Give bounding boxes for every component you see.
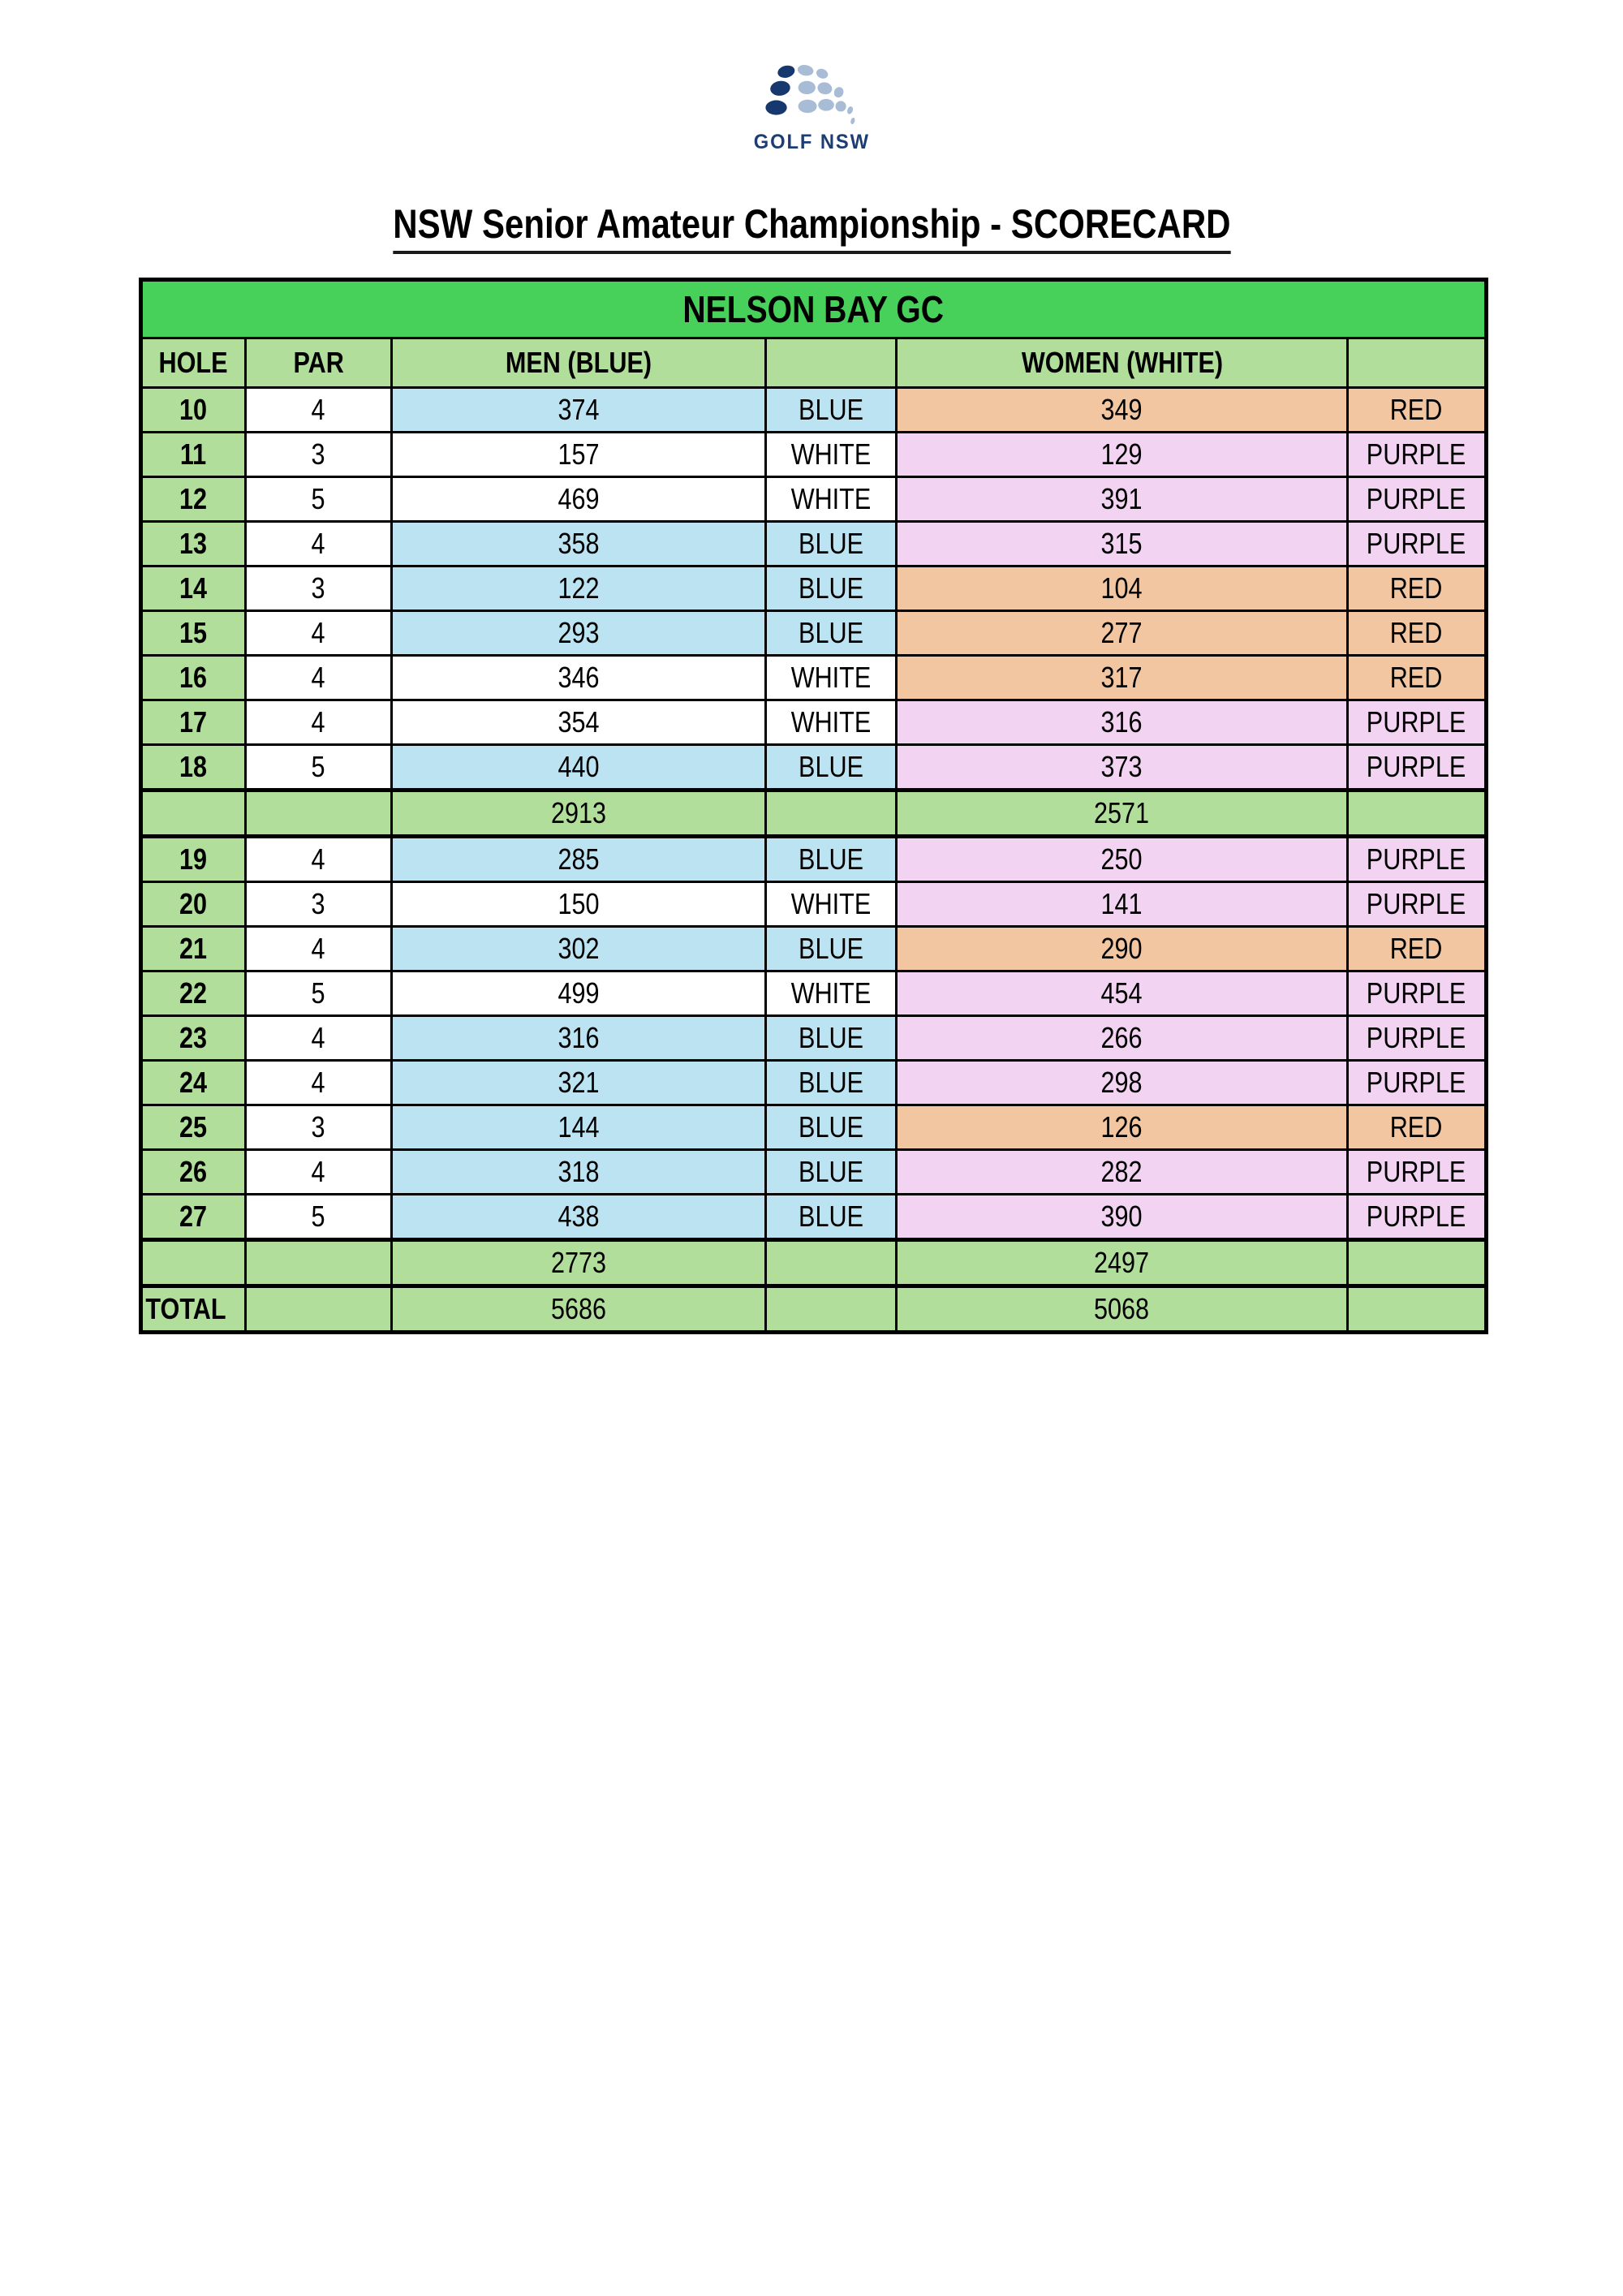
scorecard-body bbox=[141, 388, 1487, 1333]
subtotal-men-distance-cell-text: 2913 bbox=[550, 796, 607, 829]
table-row-hole-20 bbox=[141, 882, 1487, 927]
women-tee-cell-text: RED bbox=[1390, 616, 1443, 649]
women-tee-cell-text: RED bbox=[1390, 932, 1443, 965]
men-tee-cell bbox=[766, 1150, 897, 1195]
women-distance-cell-text: 298 bbox=[1100, 1066, 1143, 1099]
women-distance-cell bbox=[897, 1061, 1348, 1105]
men-distance-cell bbox=[392, 477, 766, 522]
table-row-hole-18 bbox=[141, 745, 1487, 790]
table-row-hole-25 bbox=[141, 1105, 1487, 1150]
table-row-hole-23 bbox=[141, 1016, 1487, 1061]
women-distance-cell-text: 373 bbox=[1100, 750, 1143, 783]
page-title bbox=[0, 201, 1623, 254]
subtotal-par-cell bbox=[246, 790, 392, 837]
women-tee-cell-text: PURPLE bbox=[1367, 1021, 1466, 1054]
women-distance-cell-text: 290 bbox=[1100, 932, 1143, 965]
women-distance-cell bbox=[897, 477, 1348, 522]
par-cell bbox=[246, 837, 392, 882]
col-header-women-tee bbox=[1348, 338, 1487, 388]
par-cell bbox=[246, 700, 392, 745]
women-tee-cell-text: PURPLE bbox=[1367, 705, 1466, 739]
men-tee-cell bbox=[766, 433, 897, 477]
women-tee-cell bbox=[1348, 566, 1487, 611]
men-tee-cell bbox=[766, 522, 897, 566]
scorecard-table bbox=[139, 278, 1488, 1334]
men-tee-cell bbox=[766, 971, 897, 1016]
women-tee-cell bbox=[1348, 433, 1487, 477]
women-distance-cell bbox=[897, 656, 1348, 700]
table-row-hole-13 bbox=[141, 522, 1487, 566]
men-distance-cell-text: 285 bbox=[558, 842, 600, 876]
women-distance-cell bbox=[897, 927, 1348, 971]
men-tee-cell-text: BLUE bbox=[799, 393, 863, 426]
table-row-subtotal bbox=[141, 790, 1487, 837]
men-distance-cell-text: 374 bbox=[558, 393, 600, 426]
hole-number-cell-text: 10 bbox=[179, 393, 208, 426]
women-tee-cell bbox=[1348, 388, 1487, 433]
table-row-hole-24 bbox=[141, 1061, 1487, 1105]
men-tee-cell-text: BLUE bbox=[799, 1021, 863, 1054]
par-cell-text: 4 bbox=[311, 1066, 326, 1099]
women-distance-cell-text: 104 bbox=[1100, 571, 1143, 605]
men-distance-cell bbox=[392, 1016, 766, 1061]
hole-number-cell-text: 17 bbox=[179, 705, 208, 739]
subtotal-women-tee-cell bbox=[1348, 1240, 1487, 1286]
par-cell-text: 4 bbox=[311, 1021, 326, 1054]
men-tee-cell-text: WHITE bbox=[790, 661, 872, 694]
hole-number-cell bbox=[141, 1016, 246, 1061]
table-row-hole-11 bbox=[141, 433, 1487, 477]
total-par-cell bbox=[246, 1286, 392, 1333]
women-distance-cell-text: 129 bbox=[1100, 437, 1143, 471]
men-distance-cell-text: 293 bbox=[558, 616, 600, 649]
subtotal-women-distance-cell bbox=[897, 1240, 1348, 1286]
subtotal-women-tee-cell bbox=[1348, 790, 1487, 837]
women-distance-cell-text: 317 bbox=[1100, 661, 1143, 694]
table-row-subtotal bbox=[141, 1240, 1487, 1286]
women-distance-cell bbox=[897, 1016, 1348, 1061]
par-cell bbox=[246, 927, 392, 971]
women-tee-cell bbox=[1348, 837, 1487, 882]
subtotal-women-distance-cell-text: 2497 bbox=[1094, 1246, 1150, 1279]
hole-number-cell-text: 15 bbox=[179, 616, 208, 649]
men-distance-cell-text: 499 bbox=[558, 976, 600, 1010]
women-distance-cell-text: 126 bbox=[1100, 1110, 1143, 1144]
men-tee-cell-text: BLUE bbox=[799, 616, 863, 649]
men-distance-cell bbox=[392, 1061, 766, 1105]
women-tee-cell bbox=[1348, 1061, 1487, 1105]
men-distance-cell bbox=[392, 611, 766, 656]
women-distance-cell bbox=[897, 1105, 1348, 1150]
women-tee-cell bbox=[1348, 882, 1487, 927]
men-tee-cell bbox=[766, 1105, 897, 1150]
hole-number-cell-text: 22 bbox=[179, 976, 208, 1010]
women-distance-cell bbox=[897, 388, 1348, 433]
men-distance-cell bbox=[392, 433, 766, 477]
men-distance-cell bbox=[392, 971, 766, 1016]
column-header-row bbox=[141, 338, 1487, 388]
hole-number-cell-text: 12 bbox=[179, 482, 208, 515]
women-distance-cell-text: 454 bbox=[1100, 976, 1143, 1010]
women-distance-cell bbox=[897, 700, 1348, 745]
men-distance-cell bbox=[392, 656, 766, 700]
men-distance-cell-text: 469 bbox=[558, 482, 600, 515]
women-distance-cell-text: 282 bbox=[1100, 1155, 1143, 1188]
hole-number-cell-text: 13 bbox=[179, 527, 208, 560]
men-tee-cell bbox=[766, 477, 897, 522]
hole-number-cell-text: 21 bbox=[179, 932, 208, 965]
women-distance-cell-text: 315 bbox=[1100, 527, 1143, 560]
men-distance-cell bbox=[392, 1195, 766, 1240]
men-tee-cell bbox=[766, 611, 897, 656]
women-tee-cell-text: PURPLE bbox=[1367, 527, 1466, 560]
subtotal-women-distance-cell-text: 2571 bbox=[1094, 796, 1150, 829]
hole-number-cell bbox=[141, 566, 246, 611]
women-tee-cell-text: PURPLE bbox=[1367, 1155, 1466, 1188]
par-cell bbox=[246, 1061, 392, 1105]
total-women-distance-cell bbox=[897, 1286, 1348, 1333]
men-distance-cell-text: 321 bbox=[558, 1066, 600, 1099]
golf-nsw-dots-icon bbox=[747, 62, 876, 128]
men-distance-cell bbox=[392, 566, 766, 611]
hole-number-cell bbox=[141, 882, 246, 927]
page-title-text: NSW Senior Amateur Championship - SCORECARD bbox=[393, 201, 1230, 254]
men-tee-cell-text: BLUE bbox=[799, 932, 863, 965]
hole-number-cell-text: 26 bbox=[179, 1155, 208, 1188]
men-distance-cell-text: 440 bbox=[558, 750, 600, 783]
hole-number-cell bbox=[141, 1105, 246, 1150]
women-distance-cell bbox=[897, 522, 1348, 566]
women-tee-cell-text: RED bbox=[1390, 1110, 1443, 1144]
golf-nsw-logo-text: GOLF NSW bbox=[753, 131, 870, 153]
women-distance-cell bbox=[897, 1195, 1348, 1240]
women-tee-cell-text: PURPLE bbox=[1367, 976, 1466, 1010]
men-tee-cell bbox=[766, 882, 897, 927]
subtotal-men-distance-cell bbox=[392, 790, 766, 837]
men-tee-cell bbox=[766, 1061, 897, 1105]
course-name bbox=[141, 280, 1487, 338]
men-distance-cell-text: 144 bbox=[558, 1110, 600, 1144]
men-tee-cell bbox=[766, 566, 897, 611]
par-cell bbox=[246, 522, 392, 566]
hole-number-cell bbox=[141, 1195, 246, 1240]
women-distance-cell-text: 391 bbox=[1100, 482, 1143, 515]
men-tee-cell-text: BLUE bbox=[799, 1200, 863, 1233]
women-distance-cell bbox=[897, 882, 1348, 927]
par-cell bbox=[246, 566, 392, 611]
table-row-hole-26 bbox=[141, 1150, 1487, 1195]
table-row-hole-15 bbox=[141, 611, 1487, 656]
par-cell-text: 3 bbox=[311, 887, 326, 920]
women-distance-cell-text: 250 bbox=[1100, 842, 1143, 876]
men-distance-cell-text: 316 bbox=[558, 1021, 600, 1054]
men-distance-cell bbox=[392, 388, 766, 433]
table-row-total bbox=[141, 1286, 1487, 1333]
women-tee-cell bbox=[1348, 656, 1487, 700]
par-cell-text: 4 bbox=[311, 616, 326, 649]
hole-number-cell bbox=[141, 837, 246, 882]
women-tee-cell bbox=[1348, 1150, 1487, 1195]
hole-number-cell-text: 18 bbox=[179, 750, 208, 783]
women-tee-cell-text: PURPLE bbox=[1367, 437, 1466, 471]
hole-number-cell-text: 20 bbox=[179, 887, 208, 920]
women-distance-cell bbox=[897, 971, 1348, 1016]
table-row-hole-19 bbox=[141, 837, 1487, 882]
men-tee-cell-text: BLUE bbox=[799, 527, 863, 560]
men-tee-cell bbox=[766, 656, 897, 700]
col-header-hole: HOLE bbox=[141, 338, 246, 388]
subtotal-women-distance-cell bbox=[897, 790, 1348, 837]
women-distance-cell bbox=[897, 837, 1348, 882]
table-row-hole-10 bbox=[141, 388, 1487, 433]
women-tee-cell-text: PURPLE bbox=[1367, 482, 1466, 515]
men-tee-cell-text: WHITE bbox=[790, 705, 872, 739]
total-label-cell-text: TOTAL bbox=[145, 1292, 226, 1325]
women-tee-cell bbox=[1348, 1105, 1487, 1150]
hole-number-cell bbox=[141, 388, 246, 433]
hole-number-cell bbox=[141, 656, 246, 700]
men-tee-cell-text: BLUE bbox=[799, 571, 863, 605]
men-distance-cell-text: 302 bbox=[558, 932, 600, 965]
par-cell-text: 4 bbox=[311, 527, 326, 560]
men-distance-cell bbox=[392, 745, 766, 790]
men-distance-cell bbox=[392, 882, 766, 927]
hole-number-cell-text: 24 bbox=[179, 1066, 208, 1099]
total-men-tee-cell bbox=[766, 1286, 897, 1333]
women-tee-cell-text: RED bbox=[1390, 571, 1443, 605]
par-cell-text: 4 bbox=[311, 705, 326, 739]
table-row-hole-22 bbox=[141, 971, 1487, 1016]
women-tee-cell-text: RED bbox=[1390, 661, 1443, 694]
hole-number-cell bbox=[141, 971, 246, 1016]
par-cell-text: 4 bbox=[311, 393, 326, 426]
par-cell bbox=[246, 882, 392, 927]
women-distance-cell-text: 277 bbox=[1100, 616, 1143, 649]
par-cell bbox=[246, 433, 392, 477]
hole-number-cell bbox=[141, 745, 246, 790]
women-distance-cell bbox=[897, 745, 1348, 790]
par-cell-text: 5 bbox=[311, 1200, 326, 1233]
men-tee-cell bbox=[766, 927, 897, 971]
men-tee-cell bbox=[766, 700, 897, 745]
table-row-hole-27 bbox=[141, 1195, 1487, 1240]
women-distance-cell-text: 390 bbox=[1100, 1200, 1143, 1233]
men-distance-cell bbox=[392, 1105, 766, 1150]
par-cell-text: 3 bbox=[311, 1110, 326, 1144]
men-distance-cell bbox=[392, 837, 766, 882]
hole-number-cell bbox=[141, 522, 246, 566]
women-distance-cell bbox=[897, 611, 1348, 656]
men-distance-cell-text: 150 bbox=[558, 887, 600, 920]
women-distance-cell-text: 141 bbox=[1100, 887, 1143, 920]
women-tee-cell bbox=[1348, 611, 1487, 656]
women-tee-cell bbox=[1348, 1016, 1487, 1061]
women-tee-cell-text: PURPLE bbox=[1367, 1066, 1466, 1099]
men-distance-cell bbox=[392, 1150, 766, 1195]
women-distance-cell-text: 316 bbox=[1100, 705, 1143, 739]
par-cell-text: 3 bbox=[311, 437, 326, 471]
hole-number-cell bbox=[141, 1061, 246, 1105]
total-men-distance-cell-text: 5686 bbox=[550, 1292, 607, 1325]
women-distance-cell-text: 349 bbox=[1100, 393, 1143, 426]
women-tee-cell bbox=[1348, 927, 1487, 971]
par-cell-text: 4 bbox=[311, 842, 326, 876]
men-distance-cell-text: 346 bbox=[558, 661, 600, 694]
table-row-hole-16 bbox=[141, 656, 1487, 700]
women-tee-cell-text: PURPLE bbox=[1367, 750, 1466, 783]
hole-number-cell bbox=[141, 611, 246, 656]
total-women-tee-cell bbox=[1348, 1286, 1487, 1333]
hole-number-cell-text: 11 bbox=[180, 437, 207, 471]
hole-number-cell-text: 25 bbox=[179, 1110, 208, 1144]
women-tee-cell-text: RED bbox=[1390, 393, 1443, 426]
total-men-distance-cell bbox=[392, 1286, 766, 1333]
par-cell bbox=[246, 1016, 392, 1061]
par-cell-text: 4 bbox=[311, 1155, 326, 1188]
women-tee-cell-text: PURPLE bbox=[1367, 842, 1466, 876]
men-distance-cell bbox=[392, 700, 766, 745]
men-distance-cell-text: 318 bbox=[558, 1155, 600, 1188]
total-label-cell bbox=[141, 1286, 246, 1333]
col-header-par: PAR bbox=[246, 338, 392, 388]
men-tee-cell-text: BLUE bbox=[799, 1155, 863, 1188]
course-name-text: NELSON BAY GC bbox=[682, 288, 945, 330]
men-tee-cell-text: WHITE bbox=[790, 437, 872, 471]
table-row-hole-17 bbox=[141, 700, 1487, 745]
men-distance-cell-text: 358 bbox=[558, 527, 600, 560]
par-cell bbox=[246, 1195, 392, 1240]
men-tee-cell-text: BLUE bbox=[799, 842, 863, 876]
par-cell-text: 4 bbox=[311, 661, 326, 694]
par-cell bbox=[246, 1105, 392, 1150]
par-cell bbox=[246, 611, 392, 656]
men-distance-cell-text: 354 bbox=[558, 705, 600, 739]
subtotal-men-tee-cell bbox=[766, 1240, 897, 1286]
golf-nsw-logo bbox=[0, 62, 1623, 154]
men-tee-cell-text: WHITE bbox=[790, 482, 872, 515]
par-cell bbox=[246, 745, 392, 790]
men-tee-cell-text: BLUE bbox=[799, 1066, 863, 1099]
par-cell bbox=[246, 477, 392, 522]
hole-number-cell-text: 23 bbox=[179, 1021, 208, 1054]
men-distance-cell-text: 122 bbox=[558, 571, 600, 605]
women-tee-cell bbox=[1348, 477, 1487, 522]
hole-number-cell-text: 19 bbox=[179, 842, 208, 876]
table-row-hole-14 bbox=[141, 566, 1487, 611]
women-distance-cell bbox=[897, 1150, 1348, 1195]
hole-number-cell bbox=[141, 477, 246, 522]
hole-number-cell bbox=[141, 927, 246, 971]
col-header-men: MEN (BLUE) bbox=[392, 338, 766, 388]
women-distance-cell-text: 266 bbox=[1100, 1021, 1143, 1054]
women-tee-cell-text: PURPLE bbox=[1367, 1200, 1466, 1233]
men-tee-cell bbox=[766, 388, 897, 433]
women-distance-cell bbox=[897, 566, 1348, 611]
women-distance-cell bbox=[897, 433, 1348, 477]
par-cell bbox=[246, 388, 392, 433]
par-cell bbox=[246, 971, 392, 1016]
table-row-hole-21 bbox=[141, 927, 1487, 971]
hole-number-cell bbox=[141, 700, 246, 745]
women-tee-cell bbox=[1348, 971, 1487, 1016]
men-tee-cell-text: WHITE bbox=[790, 887, 872, 920]
women-tee-cell bbox=[1348, 1195, 1487, 1240]
women-tee-cell bbox=[1348, 700, 1487, 745]
men-tee-cell bbox=[766, 1195, 897, 1240]
subtotal-par-cell bbox=[246, 1240, 392, 1286]
men-distance-cell bbox=[392, 522, 766, 566]
hole-number-cell bbox=[141, 1150, 246, 1195]
par-cell-text: 5 bbox=[311, 976, 326, 1010]
men-distance-cell-text: 438 bbox=[558, 1200, 600, 1233]
par-cell bbox=[246, 1150, 392, 1195]
course-banner-row bbox=[141, 280, 1487, 338]
men-tee-cell-text: WHITE bbox=[790, 976, 872, 1010]
subtotal-men-distance-cell-text: 2773 bbox=[550, 1246, 607, 1279]
hole-number-cell bbox=[141, 433, 246, 477]
men-tee-cell bbox=[766, 837, 897, 882]
men-tee-cell bbox=[766, 745, 897, 790]
men-distance-cell bbox=[392, 927, 766, 971]
par-cell-text: 4 bbox=[311, 932, 326, 965]
subtotal-label-cell bbox=[141, 790, 246, 837]
men-tee-cell bbox=[766, 1016, 897, 1061]
men-tee-cell-text: BLUE bbox=[799, 1110, 863, 1144]
par-cell-text: 5 bbox=[311, 750, 326, 783]
table-row-hole-12 bbox=[141, 477, 1487, 522]
women-tee-cell-text: PURPLE bbox=[1367, 887, 1466, 920]
subtotal-men-tee-cell bbox=[766, 790, 897, 837]
subtotal-label-cell bbox=[141, 1240, 246, 1286]
total-women-distance-cell-text: 5068 bbox=[1094, 1292, 1150, 1325]
men-tee-cell-text: BLUE bbox=[799, 750, 863, 783]
hole-number-cell-text: 16 bbox=[179, 661, 208, 694]
par-cell-text: 3 bbox=[311, 571, 326, 605]
subtotal-men-distance-cell bbox=[392, 1240, 766, 1286]
women-tee-cell bbox=[1348, 745, 1487, 790]
hole-number-cell-text: 14 bbox=[179, 571, 208, 605]
par-cell-text: 5 bbox=[311, 482, 326, 515]
col-header-women: WOMEN (WHITE) bbox=[897, 338, 1348, 388]
hole-number-cell-text: 27 bbox=[179, 1200, 208, 1233]
women-tee-cell bbox=[1348, 522, 1487, 566]
men-distance-cell-text: 157 bbox=[558, 437, 600, 471]
par-cell bbox=[246, 656, 392, 700]
col-header-men-tee bbox=[766, 338, 897, 388]
